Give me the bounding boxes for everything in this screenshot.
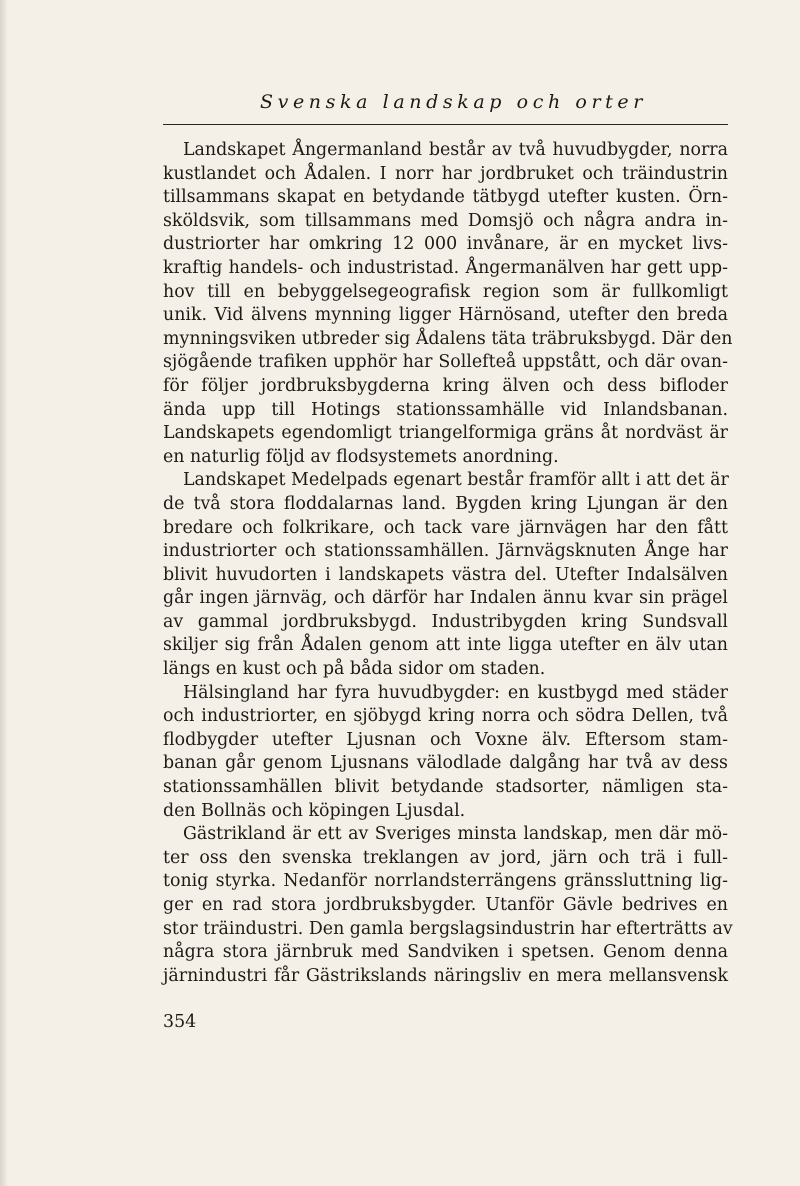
text-line: ter oss den svenska treklangen av jord, järn och trä i full-	[163, 847, 728, 868]
text-line: flodbygder utefter Ljusnan och Voxne älv. Eftersom stam-	[163, 729, 728, 750]
text-line: hov till en bebyggelsegeografisk region som är fullkomligt	[163, 281, 728, 302]
text-line: Landskapet Ångermanland består av två huvudbygder, norra	[183, 140, 728, 160]
text-line: järnindustri får Gästrikslands näringsliv en mera mellansvensk	[163, 965, 728, 986]
text-line: sjögående trafiken upphör har Sollefteå uppstått, och där ovan-	[163, 352, 728, 373]
text-line: tonig styrka. Nedanför norrlandsterrängens gränssluttning lig-	[163, 871, 728, 892]
text-line: bredare och folkrikare, och tack vare järnvägen har den fått	[163, 517, 728, 538]
text-line: dustriorter har omkring 12 000 invånare, är en mycket livs-	[163, 234, 728, 255]
text-line: av gammal jordbruksbygd. Industribygden kring Sundsvall	[163, 611, 728, 632]
text-line: längs en kust och på båda sidor om staden.	[163, 659, 546, 680]
text-line: tillsammans skapat en betydande tätbygd utefter kusten. Örn-	[163, 187, 728, 208]
paragraph	[163, 139, 733, 469]
text-line: den Bollnäs och köpingen Ljusdal.	[163, 800, 466, 821]
text-line: Landskapets egendomligt triangelformiga gräns åt nordväst är	[163, 423, 728, 444]
text-line: skiljer sig från Ådalen genom att inte ligga utefter en älv utan	[163, 635, 728, 656]
text-line: mynningsviken utbreder sig Ådalens täta träbruksbygd. Där den	[163, 328, 733, 349]
text-line: går ingen järnväg, och därför har Indalen ännu kvar sin prägel	[163, 588, 728, 609]
text-line: Gästrikland är ett av Sveriges minsta landskap, men där mö-	[183, 824, 728, 845]
text-line: blivit huvudorten i landskapets västra del. Utefter Indalsälven	[163, 564, 728, 585]
text-line: Hälsingland har fyra huvudbygder: en kustbygd med städer	[183, 682, 728, 703]
text-line: sköldsvik, som tillsammans med Domsjö och några andra in-	[163, 210, 728, 231]
paragraph	[163, 469, 728, 681]
text-line: ända upp till Hotings stationssamhälle vid Inlandsbanan.	[163, 399, 728, 420]
page-edge	[0, 0, 7, 1186]
text-line: de två stora floddalarnas land. Bygden kring Ljungan är den	[163, 493, 728, 514]
text-line: unik. Vid älvens mynning ligger Härnösand, utefter den breda	[163, 305, 728, 326]
text-line: några stora järnbruk med Sandviken i spetsen. Genom denna	[163, 942, 728, 963]
text-line: och industriorter, en sjöbygd kring norra och södra Dellen, två	[163, 706, 728, 727]
text-line: en naturlig följd av flodsystemets anordning.	[163, 446, 559, 467]
page-number: 354	[163, 1012, 197, 1032]
running-header-title: Svenska landskap och orter	[260, 91, 647, 113]
text-line: banan går genom Ljusnans välodlade dalgång har två av dess	[163, 753, 728, 774]
running-header	[163, 90, 728, 125]
paragraph	[163, 682, 728, 824]
text-line: Landskapet Medelpads egenart består framför allt i att det är	[183, 470, 729, 491]
text-line: ger en rad stora jordbruksbygder. Utanför Gävle bedrives en	[163, 895, 728, 915]
text-line: kustlandet och Ådalen. I norr har jordbruket och träindustrin	[163, 163, 728, 184]
text-line: för följer jordbruksbygderna kring älven och dess bifloder	[163, 375, 728, 396]
body-text	[163, 139, 733, 988]
text-line: kraftig handels- och industristad. Ångermanälven har gett upp-	[163, 257, 728, 278]
paragraph	[163, 823, 733, 988]
text-line: stationssamhällen blivit betydande stadsorter, nämligen sta-	[163, 777, 728, 798]
text-line: industriorter och stationssamhällen. Järnvägsknuten Ånge har	[163, 541, 728, 562]
text-line: stor träindustri. Den gamla bergslagsindustrin har efterträtts av	[163, 918, 733, 939]
